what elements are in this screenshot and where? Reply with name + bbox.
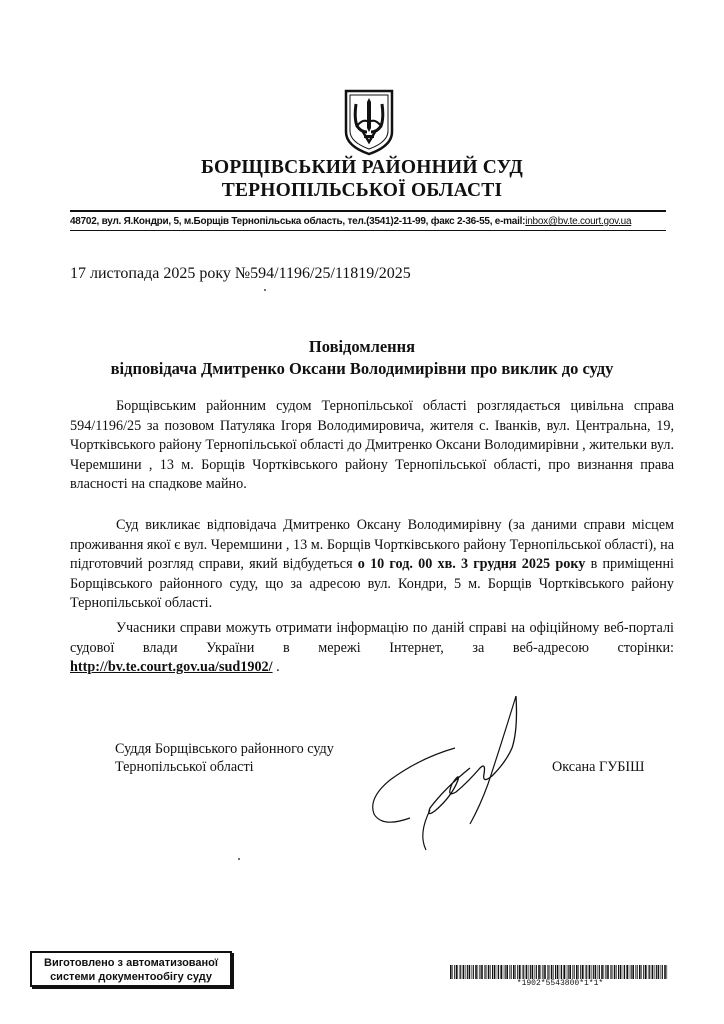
barcode-bar: [572, 965, 573, 979]
barcode-bar: [631, 965, 632, 979]
barcode-bar: [614, 965, 616, 979]
barcode-bar: [532, 965, 534, 979]
barcode-bar: [593, 965, 594, 979]
paragraph-case: Борщівським районним судом Тернопільської області розглядається цивільна справа 594/1196/25 за позовом Патуляка Ігоря Володимировича, жителя с. Іванків, вул. Центральна, 19, Чортківського району Тернопільської області до Дмитренко Оксани Володимирівни , жительки вул. Черемшини , 13 м. Борщів Чортківського району Тернопільської області, про визнання права власності на спадкове майно.: [70, 398, 674, 493]
barcode-bar: [473, 965, 474, 979]
barcode-bar: [517, 965, 518, 979]
barcode-bar: [637, 965, 638, 979]
barcode-bar: [526, 965, 528, 979]
barcode-bar: [541, 965, 542, 979]
judge-position: [115, 740, 334, 776]
barcode-bar: [536, 965, 537, 979]
header-rule-top: [70, 210, 666, 212]
barcode-bar: [664, 965, 666, 979]
barcode-bar: [528, 965, 529, 979]
barcode-bar: [568, 965, 569, 979]
barcode-bar: [500, 965, 502, 979]
title-line2: відповідача Дмитренко Оксани Володимирівни про виклик до суду: [110, 359, 614, 378]
barcode-bar: [658, 965, 660, 979]
barcode-bar: [506, 965, 508, 979]
barcode-bar: [548, 965, 549, 979]
summons-text-end: в приміщенні Борщівського районного суду, що за адресою вул. Кондри, 5 м. Борщів Чортківського району Тернопільської області.: [70, 556, 674, 612]
barcode-bar: [661, 965, 662, 979]
barcode-bar: [585, 965, 586, 979]
barcode-bar: [544, 965, 546, 979]
barcode-bar: [639, 965, 641, 979]
barcode-bar: [648, 965, 649, 979]
barcode-bar: [643, 965, 644, 979]
stamp-line2: системи документообігу суду: [50, 971, 212, 983]
barcode-bar: [629, 965, 630, 979]
barcode-bar: [566, 965, 567, 979]
scan-speck: [238, 858, 240, 860]
barcode-bar: [475, 965, 477, 979]
barcode-bar: [454, 965, 455, 979]
handwritten-signature: [360, 688, 540, 858]
judge-position-line1: Суддя Борщівського районного суду: [115, 741, 334, 757]
barcode-bar: [610, 965, 611, 979]
barcode-bar: [580, 965, 581, 979]
barcode-bar: [645, 965, 647, 979]
barcode-bar: [498, 965, 499, 979]
court-name: [0, 156, 724, 202]
summons-text-start: Суд викликає відповідача Дмитренко Оксану Володимирівну (за даними справи місцем проживання якої є вул. Черемшини , 13 м. Борщів Чортківського району Тернопільської області), на підготовчий розгляд справи, який відбудеться: [70, 517, 674, 573]
barcode-bar: [620, 965, 622, 979]
document-title: [0, 336, 724, 380]
barcode-bar: [519, 965, 521, 979]
barcode-bar: [490, 965, 491, 979]
barcode-bar: [591, 965, 592, 979]
barcode-bar: [607, 965, 609, 979]
barcode-bar: [576, 965, 578, 979]
email-link[interactable]: inbox@bv.te.court.gov.ua: [525, 216, 632, 227]
barcode-bar: [503, 965, 504, 979]
scan-speck: [264, 289, 266, 291]
barcode-bar: [553, 965, 554, 979]
barcode-bar: [599, 965, 600, 979]
barcode-bar: [662, 965, 663, 979]
stamp-line1: Виготовлено з автоматизованої: [44, 957, 218, 969]
barcode-bar: [624, 965, 625, 979]
barcode-bar: [667, 965, 668, 979]
barcode-bar: [459, 965, 460, 979]
court-name-line2: ТЕРНОПІЛЬСЬКОЇ ОБЛАСТІ: [221, 180, 503, 201]
paragraph-summons: [70, 516, 674, 614]
judge-position-line2: Тернопільської області: [115, 759, 254, 775]
barcode-bar: [626, 965, 628, 979]
barcode-bar: [656, 965, 657, 979]
barcode-bar: [469, 965, 471, 979]
barcode-bar: [509, 965, 510, 979]
contacts-address: 48702, вул. Я.Кондри, 5, м.Борщів Тернопільська область, тел.(3541)2-11-99, факс 2-36-55, e-mail:: [70, 216, 526, 227]
barcode-bar: [561, 965, 562, 979]
barcode-bar: [450, 965, 452, 979]
barcode-bar: [598, 965, 599, 979]
info-text: Учасники справи можуть отримати інформацію по даній справі на офіційному веб-порталі судової влади України в мережі Інтернет, за веб-адресою сторінки:: [70, 620, 674, 656]
barcode-bar: [551, 965, 553, 979]
court-contacts: [70, 216, 670, 227]
barcode-bar: [589, 965, 591, 979]
document-date-number: 17 листопада 2025 року №594/1196/25/11819/2025: [70, 265, 411, 282]
barcode-bar: [542, 965, 543, 979]
judge-name: Оксана ГУБІШ: [552, 759, 645, 775]
barcode-bar: [582, 965, 584, 979]
document-barcode: [450, 965, 670, 979]
barcode-bar: [452, 965, 453, 979]
barcode-bar: [522, 965, 523, 979]
barcode-bar: [623, 965, 624, 979]
barcode-bar: [560, 965, 561, 979]
barcode-bar: [523, 965, 524, 979]
barcode-bar: [485, 965, 486, 979]
title-line1: Повідомлення: [308, 337, 416, 356]
barcode-bar: [604, 965, 605, 979]
barcode-bar: [574, 965, 575, 979]
barcode-bar: [463, 965, 465, 979]
info-text-end: .: [272, 659, 280, 676]
barcode-bar: [641, 965, 642, 979]
barcode-bar: [479, 965, 480, 979]
barcode-bar: [484, 965, 485, 979]
barcode-bar: [557, 965, 559, 979]
barcode-number: *1902*5543800*1*1*: [516, 979, 604, 988]
barcode-bar: [649, 965, 650, 979]
barcode-bar: [535, 965, 536, 979]
court-name-line1: БОРЩІВСЬКИЙ РАЙОННИЙ СУД: [201, 157, 523, 178]
barcode-bar: [456, 965, 458, 979]
barcode-bar: [601, 965, 603, 979]
barcode-bar: [481, 965, 483, 979]
barcode-bar: [563, 965, 565, 979]
barcode-bar: [555, 965, 556, 979]
automated-system-stamp: [30, 951, 232, 987]
barcode-bar: [467, 965, 468, 979]
barcode-bar: [497, 965, 498, 979]
barcode-bar: [654, 965, 655, 979]
barcode-bar: [652, 965, 654, 979]
barcode-bar: [605, 965, 606, 979]
coat-of-arms-emblem: [343, 88, 395, 156]
barcode-bar: [511, 965, 512, 979]
barcode-bar: [472, 965, 473, 979]
hearing-datetime: о 10 год. 00 хв. 3 грудня 2025 року: [357, 556, 586, 573]
barcode-bar: [595, 965, 597, 979]
barcode-bar: [515, 965, 516, 979]
barcode-bar: [465, 965, 466, 979]
barcode-bar: [478, 965, 479, 979]
barcode-bar: [513, 965, 515, 979]
barcode-bar: [460, 965, 461, 979]
barcode-bar: [488, 965, 490, 979]
barcode-bar: [492, 965, 493, 979]
barcode-bar: [505, 965, 506, 979]
header-rule-bottom: [70, 230, 666, 231]
barcode-bar: [632, 965, 634, 979]
barcode-bar: [578, 965, 579, 979]
barcode-bar: [547, 965, 548, 979]
court-website-link[interactable]: http://bv.te.court.gov.ua/sud1902/: [70, 659, 273, 676]
paragraph-info: [70, 619, 674, 678]
barcode-bar: [616, 965, 617, 979]
barcode-bar: [569, 965, 571, 979]
barcode-bar: [618, 965, 619, 979]
barcode-bar: [586, 965, 587, 979]
barcode-bar: [611, 965, 612, 979]
barcode-bar: [530, 965, 531, 979]
barcode-bar: [635, 965, 636, 979]
barcode-bar: [494, 965, 496, 979]
barcode-bar: [538, 965, 540, 979]
